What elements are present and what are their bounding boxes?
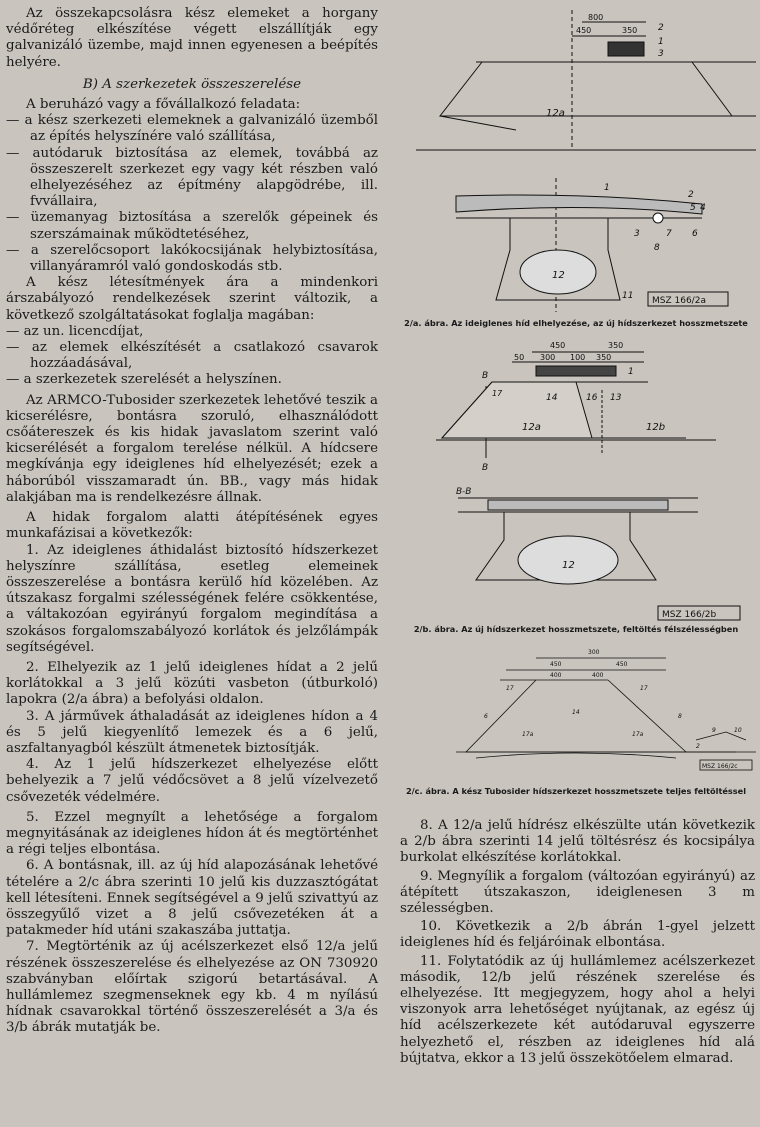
left-column — [6, 6, 378, 1037]
figure-stamp: MSZ 166/2a — [652, 296, 706, 306]
part-label: 17a — [632, 731, 644, 738]
step-paragraph: 7. Megtörténik az új acélszerkezet első 12/a jelű részének összeszerelése és elhelyezése az ON 730920 szabványban előírtak szigorú betartásával. A hullámlemez szegmenseknek egy kb. 4 m nyílású hídnak csavarokkal történő összeszerelését a 3/a és 3/b ábrák mutatják be. — [6, 939, 378, 1036]
duty-item: — a szerelőcsoport lakókocsijának helybiztosítása, villanyáramról való gondoskodás stb. — [6, 242, 378, 275]
figure-2a-caption: 2/a. ábra. Az ideiglenes híd elhelyezése, az új hídszerkezet hosszmetszete — [404, 318, 748, 328]
figure-2b — [396, 334, 756, 634]
dim-label: 100 — [570, 353, 586, 362]
figure-2a-drawing — [396, 0, 756, 316]
figure-2c-caption: 2/c. ábra. A kész Tubosider hídszerkezet hosszmetszete teljes feltöltéssel — [405, 786, 747, 796]
part-label: 17 — [492, 389, 503, 398]
step-paragraph: 3. A járművek áthaladását az ideiglenes hídon a 4 és 5 jelű kiegyenlítő lemezek és a 6 jelű, aszfaltanyagból készült átmenetek biztosítják. — [6, 708, 378, 756]
part-label: 5 — [690, 203, 696, 213]
figure-2c — [396, 640, 756, 796]
part-label: 6 — [484, 713, 488, 720]
dim-label: 350 — [608, 341, 624, 350]
part-label: 1 — [628, 367, 634, 377]
price-item: — az elemek elkészítését a csatlakozó csavarok hozzáadásával, — [6, 340, 378, 372]
dim-label: 300 — [588, 649, 600, 656]
figure-stamp: MSZ 166/2c — [702, 763, 738, 770]
part-label: 3 — [658, 49, 664, 59]
armco-paragraph: Az ARMCO-Tubosider szerkezetek lehetővé teszik a kicserélésre, bontásra szoruló, elhasználódott csőátereszek és kis hidak javaslatom szerint való kicserélését a forgalom terelése nélkül. A hídcsere megkívánja egy ideiglenes híd elhelyezését; ezek a háborúból visszamaradt ún. BB., vagy más hidak alakjában ma is rendelkezésre állnak. — [6, 392, 378, 505]
step-paragraph: 11. Folytatódik az új hullámlemez acélszerkezet második, 12/b jelű részének szerelése és elhelyezése. Itt megjegyzem, hogy ahol a helyi viszonyok arra lehetőséget nyújtanak, az egész új híd acélszerkezete két autódaruval egyszerre helyezhető el, részben az ideiglenes híd alá bújtatva, ekkor a 13 jelű összekötőelem elmarad. — [400, 953, 755, 1066]
intro-paragraph: Az összekapcsolásra kész elemeket a horgany védőréteg elkészítése végett elszállítják egy galvanizáló üzembe, majd innen egyenesen a beépítés helyére. — [6, 6, 378, 70]
duty-item: — a kész szerkezeti elemeknek a galvanizáló üzemből az építés helyszínére való szállítása, — [6, 113, 378, 145]
part-label: 13 — [610, 393, 622, 403]
price-item: — az un. licencdíjat, — [6, 323, 144, 339]
part-label: 17 — [640, 685, 648, 692]
part-label: 1 — [604, 183, 610, 193]
part-label: B — [482, 371, 489, 381]
figure-stamp: MSZ 166/2b — [662, 610, 717, 620]
part-label: 7 — [666, 229, 672, 239]
step-paragraph: 1. Az ideiglenes áthidalást biztosító hídszerkezet helyszínre szállítása, esetleg elemeinek összeszerelése a bontásra kerülő híd közelében. Az útszakasz forgalmi szélességének felére csökkentése, a váltakozóan egyirányú forgalom megindítása a szokásos forgalomszabályozó korlátok és jelzőlámpák segítségével. — [6, 542, 378, 655]
dim-label: 400 — [550, 672, 562, 679]
part-label: 8 — [678, 713, 682, 720]
part-label: 17a — [522, 731, 534, 738]
step-paragraph: 6. A bontásnak, ill. az új híd alapozásának lehetővé tételére a 2/c ábra szerinti 10 jelű kis duzzasztógátat kell létesíteni. Ennek segítségével a 9 jelű szivattyú az összegyűlő vizet a 8 jelű csővezetéken át a patakmeder híd utáni szakaszába juttatja. — [6, 858, 378, 939]
dim-label: 300 — [540, 353, 556, 362]
part-label: 12a — [522, 422, 541, 433]
step-paragraph: 4. Az 1 jelű hídszerkezet elhelyezése előtt behelyezik a 7 jelű védőcsövet a 8 jelű vízelvezető csővezeték védelmére. — [6, 757, 378, 805]
part-label: 8 — [654, 243, 660, 253]
right-column-text — [400, 818, 755, 1067]
step-paragraph: 8. A 12/a jelű hídrész elkészülte után következik a 2/b ábra szerinti 14 jelű töltésrész és kocsipálya burkolat elkészítése korlátokkal. — [400, 818, 755, 866]
dim-label: 50 — [514, 353, 525, 362]
part-label: 11 — [622, 291, 634, 301]
figure-2a — [396, 0, 756, 328]
part-label: 17 — [506, 685, 514, 692]
duty-item: — autódaruk biztosítása az elemek, továbbá az összeszerelt szerkezet egy vagy két részben való elhelyezéséhez az építmény alapgödrébe, ill. fvvállaira, — [6, 145, 378, 210]
part-label: 2 — [688, 190, 694, 200]
figure-2b-drawing — [396, 334, 756, 622]
step-paragraph: 9. Megnyílik a forgalom (változóan egyirányú) az átépített útszakaszon, ideiglenesen 3 m szélességben. — [400, 868, 755, 917]
part-label: 12a — [546, 108, 565, 119]
dim-label: 450 — [550, 341, 566, 350]
dim-label: 450 — [550, 661, 562, 668]
figures-column — [396, 0, 756, 796]
duties-intro: A beruházó vagy a fővállalkozó feladata: — [26, 97, 301, 113]
section-title: B) A szerkezetek összeszerelése — [82, 76, 302, 92]
part-label: 3 — [634, 229, 640, 239]
dim-label: 450 — [616, 661, 628, 668]
part-label: 16 — [586, 393, 598, 403]
dim-label: 800 — [588, 13, 604, 22]
part-label: 14 — [546, 393, 558, 403]
part-label: 12 — [562, 560, 575, 571]
part-label: 12b — [646, 422, 666, 433]
figure-2c-drawing — [396, 640, 756, 784]
part-label: 4 — [700, 203, 706, 213]
part-label: 14 — [572, 709, 580, 716]
step-paragraph: 5. Ezzel megnyílt a lehetősége a forgalom megnyitásának az ideiglenes hídon át és megtörténhet a régi teljes elbontása. — [6, 809, 378, 858]
part-label: 6 — [692, 229, 698, 239]
price-intro: A kész létesítmények ára a mindenkori árszabályozó rendelkezések szerint változik, a következő szolgáltatásokat foglalja magában: — [6, 275, 378, 323]
dim-label: 350 — [622, 26, 638, 35]
price-item: — a szerkezetek szerelését a helyszínen. — [6, 372, 282, 388]
step-paragraph: 10. Következik a 2/b ábrán 1-gyel jelzett ideiglenes híd és feljáróinak elbontása. — [400, 919, 755, 951]
step-paragraph: 2. Elhelyezik az 1 jelű ideiglenes hídat a 2 jelű korlátokkal a 3 jelű közúti vasbeton (útburkoló) lapokra (2/a ábra) a befolyási oldalon. — [6, 659, 378, 708]
part-label: 10 — [734, 727, 742, 734]
part-label: 2 — [696, 743, 700, 750]
dim-label: 350 — [596, 353, 612, 362]
part-label: 2 — [658, 23, 664, 33]
phases-intro: A hidak forgalom alatti átépítésének egyes munkafázisai a következők: — [6, 510, 378, 542]
part-label: B-B — [456, 487, 472, 497]
part-label: 12 — [552, 270, 565, 281]
dim-label: 400 — [592, 672, 604, 679]
part-label: 9 — [712, 727, 716, 734]
duty-item: — üzemanyag biztosítása a szerelők gépeinek és szerszámainak működtetéséhez, — [6, 210, 378, 242]
dim-label: 450 — [576, 26, 592, 35]
part-label: B — [482, 463, 489, 473]
figure-2b-caption: 2/b. ábra. Az új hídszerkezet hosszmetszete, feltöltés félszélességben — [413, 624, 739, 634]
part-label: 1 — [658, 37, 664, 47]
